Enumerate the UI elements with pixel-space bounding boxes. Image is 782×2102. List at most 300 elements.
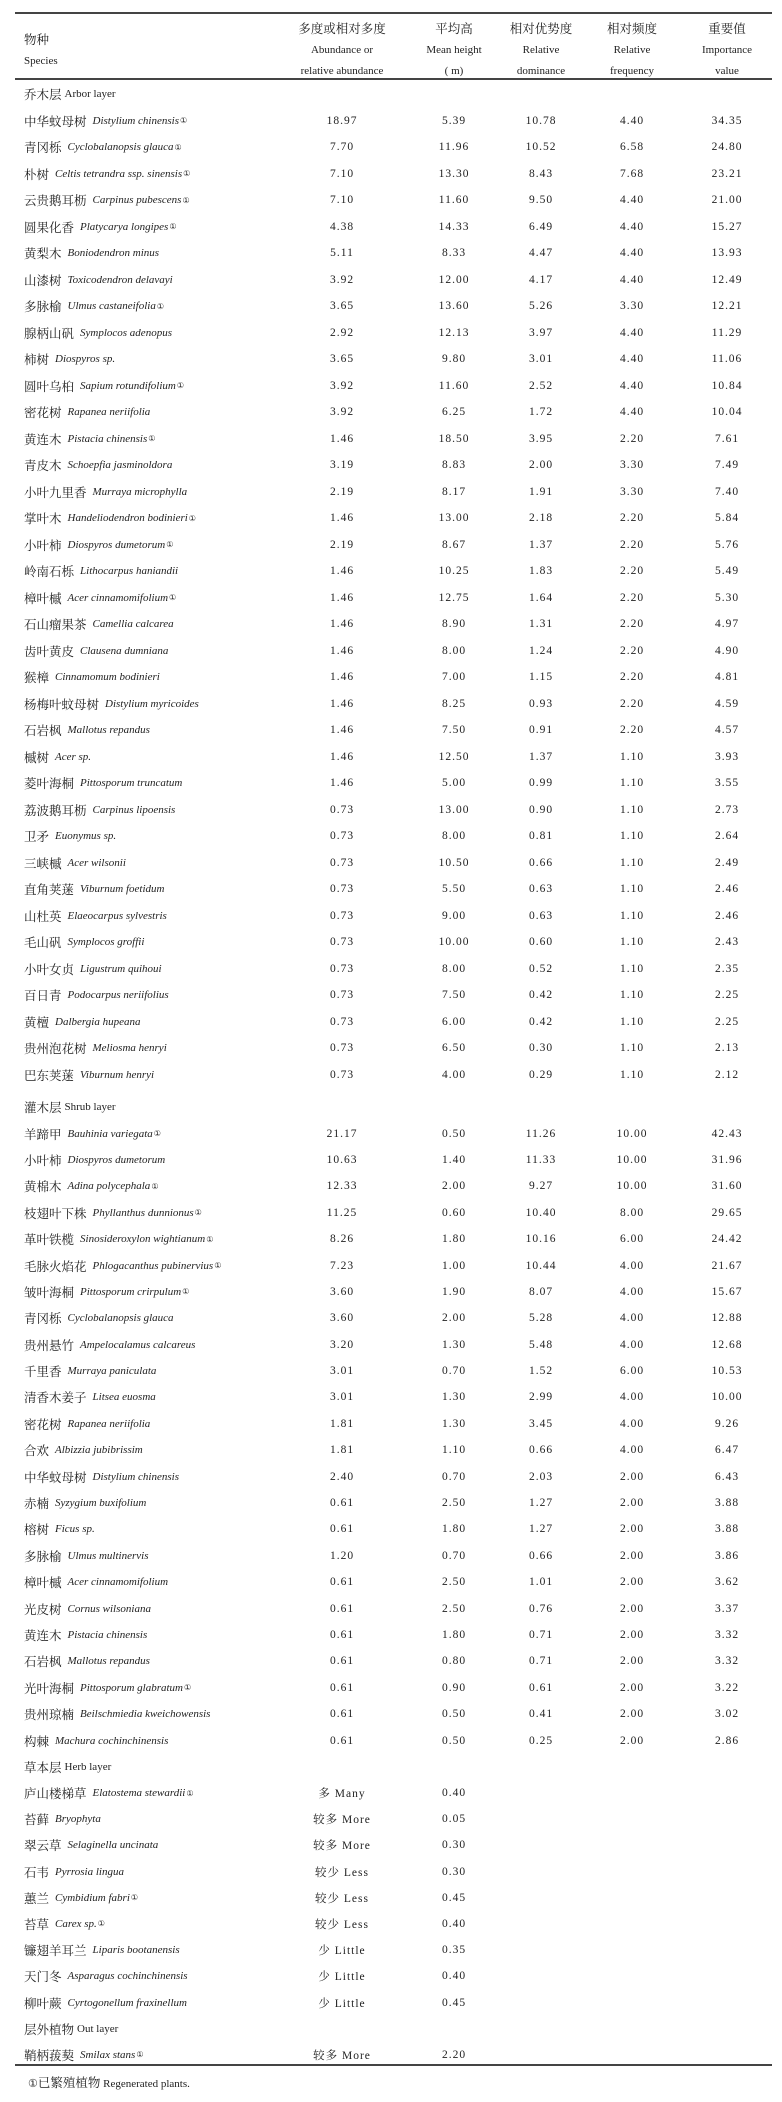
- abundance-cell: 0.61: [329, 1629, 355, 1641]
- species-cell: [24, 558, 178, 585]
- abundance-cell: 12.33: [326, 1180, 358, 1193]
- footnote-mark: ①: [28, 2078, 38, 2090]
- abundance-cell: 2.40: [329, 1470, 355, 1483]
- abundance-cell: 0.61: [329, 1708, 355, 1721]
- species-cell: [24, 850, 126, 877]
- height-cell: 6.25: [441, 406, 467, 419]
- dominance-cell: 0.61: [528, 1681, 554, 1694]
- regenerated-mark: ①: [214, 1261, 222, 1271]
- importance-cell: 23.21: [711, 167, 743, 180]
- importance-cell: 4.90: [714, 644, 740, 657]
- table-row: [0, 1727, 782, 1753]
- abundance-cell: 较多 More: [313, 1814, 371, 1827]
- species-latin-name: Symplocos adenopus: [80, 326, 172, 339]
- importance-cell: 21.00: [711, 194, 743, 207]
- importance-cell: 4.57: [714, 724, 740, 737]
- dominance-cell: 0.66: [528, 1549, 554, 1562]
- table-row: [0, 1200, 782, 1226]
- footnote-cn: 已繁殖植物: [37, 2076, 101, 2090]
- regenerated-mark: ①: [179, 116, 188, 126]
- importance-cell: 2.13: [714, 1042, 740, 1055]
- header-height-en1: Mean height: [426, 44, 482, 56]
- dominance-cell: 0.81: [528, 830, 554, 843]
- table-row: [0, 1120, 782, 1146]
- table-row: [0, 1147, 782, 1173]
- species-cell: [24, 134, 182, 161]
- frequency-cell: 4.00: [619, 1312, 645, 1325]
- species-cell: [24, 876, 164, 903]
- layer-label-en: Shrub layer: [64, 1101, 116, 1114]
- table-row: [0, 1490, 782, 1516]
- height-cell: 0.50: [441, 1127, 467, 1140]
- species-latin-name: Elaeocarpus sylvestris: [67, 909, 167, 922]
- layer-label: [24, 2016, 118, 2042]
- frequency-cell: 4.00: [619, 1285, 645, 1298]
- frequency-cell: 4.00: [619, 1391, 645, 1404]
- species-latin-name: Syzygium buxifolium: [55, 1497, 147, 1510]
- table-body: [0, 81, 782, 2068]
- height-cell: 1.10: [441, 1444, 467, 1457]
- frequency-cell: 2.00: [619, 1655, 645, 1668]
- header-frequency-en1: Relative: [613, 44, 651, 56]
- dominance-cell: 1.52: [528, 1365, 554, 1378]
- species-chinese-name: 石岩枫: [24, 724, 62, 739]
- abundance-cell: 1.81: [329, 1444, 355, 1457]
- importance-cell: 10.84: [711, 379, 743, 392]
- bottom-rule: [15, 2064, 772, 2066]
- abundance-cell: 2.19: [329, 538, 355, 551]
- dominance-cell: 1.91: [528, 485, 554, 498]
- frequency-cell: 3.30: [619, 485, 645, 498]
- height-cell: 10.50: [438, 856, 470, 869]
- species-cell: [24, 1305, 174, 1331]
- species-latin-name: Murraya microphylla: [92, 485, 188, 498]
- abundance-cell: 0.73: [329, 909, 355, 922]
- species-latin-name: Liparis bootanensis: [92, 1944, 180, 1957]
- table-row: [0, 1437, 782, 1463]
- species-latin-name: Distylium chinensis: [92, 114, 179, 127]
- height-cell: 2.50: [441, 1602, 467, 1615]
- species-latin-name: Acer sp.: [55, 750, 92, 763]
- abundance-cell: 0.61: [329, 1576, 355, 1589]
- abundance-cell: 2.92: [329, 326, 355, 339]
- regenerated-mark: ①: [156, 301, 164, 311]
- abundance-cell: 1.46: [329, 671, 355, 684]
- height-cell: 12.75: [438, 591, 470, 604]
- species-cell: [24, 320, 172, 347]
- importance-cell: 2.43: [714, 936, 740, 949]
- species-cell: [24, 1989, 187, 2015]
- dominance-cell: 10.16: [525, 1233, 557, 1246]
- species-latin-name: Selaginella uncinata: [67, 1839, 159, 1852]
- dominance-cell: 1.64: [528, 591, 554, 604]
- dominance-cell: 0.71: [528, 1629, 554, 1641]
- species-chinese-name: 樟叶槭: [24, 591, 62, 606]
- header-importance: [686, 14, 768, 79]
- species-cell: [24, 1035, 167, 1062]
- table-row: [0, 1859, 782, 1885]
- frequency-cell: 1.10: [619, 856, 645, 869]
- frequency-cell: 1.10: [619, 1042, 645, 1055]
- dominance-cell: 10.78: [525, 114, 557, 127]
- height-cell: 1.90: [441, 1285, 467, 1298]
- species-latin-name: Ulmus castaneifolia: [67, 300, 156, 313]
- abundance-cell: 1.46: [329, 565, 355, 578]
- species-cell: [24, 770, 182, 797]
- dominance-cell: 0.60: [528, 936, 554, 949]
- species-cell: [24, 161, 190, 188]
- table-row: [0, 373, 782, 400]
- height-cell: 0.40: [441, 1917, 467, 1930]
- abundance-cell: 0.73: [329, 1015, 355, 1028]
- abundance-cell: 0.61: [329, 1681, 355, 1694]
- species-chinese-name: 山漆树: [24, 273, 62, 288]
- species-cell: [24, 797, 175, 824]
- species-latin-name: Smilax stans: [80, 2048, 136, 2061]
- species-chinese-name: 中华蚊母树: [24, 1470, 87, 1485]
- dominance-cell: 1.27: [528, 1497, 554, 1510]
- height-cell: 13.30: [438, 167, 470, 180]
- species-cell: [24, 638, 168, 665]
- abundance-cell: 多 Many: [318, 1788, 366, 1801]
- header-abundance-en2: relative abundance: [300, 65, 384, 77]
- species-cell: [24, 1806, 101, 1832]
- species-chinese-name: 榕树: [24, 1523, 50, 1538]
- species-latin-name: Litsea euosma: [92, 1391, 156, 1404]
- importance-cell: 3.62: [714, 1576, 740, 1589]
- height-cell: 0.70: [441, 1365, 467, 1378]
- frequency-cell: 2.00: [619, 1576, 645, 1589]
- frequency-cell: 6.00: [619, 1233, 645, 1246]
- species-cell: [24, 1543, 149, 1569]
- species-latin-name: Diospyros sp.: [55, 353, 116, 366]
- species-latin-name: Ficus sp.: [55, 1523, 95, 1536]
- height-cell: 0.30: [441, 1865, 467, 1878]
- frequency-cell: 1.10: [619, 989, 645, 1002]
- table-row: [0, 399, 782, 426]
- species-cell: [24, 903, 167, 930]
- frequency-cell: 1.10: [619, 1015, 645, 1028]
- species-latin-name: Cyclobalanopsis glauca: [67, 141, 174, 154]
- species-cell: [24, 982, 169, 1009]
- dominance-cell: 5.26: [528, 300, 554, 313]
- header-abundance: [280, 14, 404, 79]
- importance-cell: 4.81: [714, 671, 740, 684]
- height-cell: 2.50: [441, 1497, 467, 1510]
- frequency-cell: 4.00: [619, 1259, 645, 1272]
- importance-cell: 24.80: [711, 141, 743, 154]
- height-cell: 8.25: [441, 697, 467, 710]
- abundance-cell: 7.70: [329, 141, 355, 154]
- header-frequency-cn: 相对频度: [606, 22, 657, 36]
- abundance-cell: 3.20: [329, 1338, 355, 1351]
- species-cell: [24, 956, 162, 983]
- dominance-cell: 0.99: [528, 777, 554, 790]
- height-cell: 9.00: [441, 909, 467, 922]
- dominance-cell: 0.66: [528, 1444, 554, 1457]
- importance-cell: 7.61: [714, 432, 740, 445]
- importance-cell: 5.49: [714, 565, 740, 578]
- frequency-cell: 2.00: [619, 1629, 645, 1641]
- dominance-cell: 0.63: [528, 883, 554, 896]
- abundance-cell: 18.97: [326, 114, 358, 127]
- table-row: [0, 479, 782, 506]
- frequency-cell: 3.30: [619, 300, 645, 313]
- species-chinese-name: 苔草: [24, 1917, 50, 1932]
- height-cell: 0.50: [441, 1734, 467, 1747]
- species-chinese-name: 齿叶黄皮: [24, 644, 75, 659]
- importance-cell: 13.93: [711, 247, 743, 260]
- table-row: [0, 293, 782, 320]
- abundance-cell: 0.73: [329, 803, 355, 816]
- species-latin-name: Boniodendron minus: [67, 247, 160, 260]
- header-height-en2: ( m): [444, 65, 464, 77]
- table-row: [0, 134, 782, 161]
- height-cell: 12.50: [438, 750, 470, 763]
- species-chinese-name: 岭南石栎: [24, 565, 75, 580]
- importance-cell: 3.93: [714, 750, 740, 763]
- dominance-cell: 9.27: [528, 1180, 554, 1193]
- species-latin-name: Clausena dumniana: [80, 644, 169, 657]
- abundance-cell: 少 Little: [318, 1971, 366, 1984]
- species-latin-name: Ulmus multinervis: [67, 1549, 149, 1562]
- species-chinese-name: 荔波鹅耳枥: [24, 803, 87, 818]
- importance-cell: 2.64: [714, 830, 740, 843]
- regenerated-mark: ①: [169, 222, 177, 232]
- abundance-cell: 3.92: [329, 406, 355, 419]
- height-cell: 2.50: [441, 1576, 467, 1589]
- species-chinese-name: 黄梨木: [24, 247, 62, 262]
- layer-label-en: Herb layer: [64, 1760, 112, 1773]
- species-latin-name: Toxicodendron delavayi: [67, 273, 173, 286]
- species-cell: [24, 1675, 191, 1701]
- height-cell: 5.50: [441, 883, 467, 896]
- abundance-cell: 0.61: [329, 1602, 355, 1615]
- table-row: [0, 850, 782, 877]
- species-latin-name: Pistacia chinensis: [67, 1629, 148, 1641]
- species-chinese-name: 小叶柿: [24, 1153, 62, 1168]
- importance-cell: 21.67: [711, 1259, 743, 1272]
- species-latin-name: Distylium chinensis: [92, 1470, 179, 1483]
- species-chinese-name: 蕙兰: [24, 1891, 50, 1906]
- species-chinese-name: 天门冬: [24, 1970, 62, 1985]
- height-cell: 7.50: [441, 989, 467, 1002]
- header-height: [404, 14, 504, 79]
- table-row: [0, 1701, 782, 1727]
- species-chinese-name: 石岩枫: [24, 1655, 62, 1670]
- abundance-cell: 1.46: [329, 644, 355, 657]
- abundance-cell: 3.92: [329, 273, 355, 286]
- abundance-cell: 3.92: [329, 379, 355, 392]
- frequency-cell: 2.20: [619, 565, 645, 578]
- species-cell: [24, 664, 160, 691]
- species-latin-name: Cymbidium fabri: [55, 1891, 130, 1904]
- header-abundance-cn: 多度或相对多度: [298, 22, 386, 36]
- height-cell: 0.40: [441, 1787, 467, 1800]
- frequency-cell: 2.20: [619, 697, 645, 710]
- dominance-cell: 10.44: [525, 1259, 557, 1272]
- height-cell: 11.60: [438, 379, 470, 392]
- species-chinese-name: 庐山楼梯草: [24, 1787, 87, 1802]
- frequency-cell: 1.10: [619, 1068, 645, 1081]
- header-species-en: Species: [24, 55, 58, 67]
- frequency-cell: 1.10: [619, 777, 645, 790]
- importance-cell: 31.96: [711, 1153, 743, 1166]
- importance-cell: 3.37: [714, 1602, 740, 1615]
- height-cell: 0.45: [441, 1891, 467, 1904]
- species-latin-name: Pyrrosia lingua: [55, 1865, 124, 1878]
- dominance-cell: 1.37: [528, 750, 554, 763]
- table-row: [0, 1989, 782, 2015]
- frequency-cell: 4.40: [619, 194, 645, 207]
- species-chinese-name: 苔藓: [24, 1813, 50, 1828]
- importance-cell: 3.88: [714, 1497, 740, 1510]
- frequency-cell: 4.40: [619, 406, 645, 419]
- table-row: [0, 1173, 782, 1199]
- layer-label-cn: 灌木层: [24, 1101, 62, 1116]
- species-cell: [24, 373, 184, 400]
- frequency-cell: 4.00: [619, 1417, 645, 1430]
- table-row: [0, 1516, 782, 1542]
- frequency-cell: 4.40: [619, 273, 645, 286]
- species-chinese-name: 小叶九里香: [24, 485, 87, 500]
- header-abundance-en1: Abundance or: [310, 44, 373, 56]
- height-cell: 8.67: [441, 538, 467, 551]
- table-row: [0, 1279, 782, 1305]
- species-latin-name: Celtis tetrandra ssp. sinensis: [55, 167, 183, 180]
- abundance-cell: 较少 Less: [315, 1918, 369, 1931]
- dominance-cell: 2.00: [528, 459, 554, 472]
- importance-cell: 2.46: [714, 883, 740, 896]
- importance-cell: 2.25: [714, 1015, 740, 1028]
- species-latin-name: Albizzia jubibrissim: [55, 1444, 143, 1457]
- regenerated-mark: ①: [183, 169, 191, 179]
- height-cell: 1.80: [441, 1233, 467, 1246]
- importance-cell: 31.60: [711, 1180, 743, 1193]
- species-chinese-name: 密花树: [24, 406, 62, 421]
- frequency-cell: 4.00: [619, 1444, 645, 1457]
- regenerated-mark: ①: [176, 381, 185, 391]
- species-cell: [24, 346, 115, 373]
- table-row: [0, 823, 782, 850]
- species-latin-name: Pittosporum crirpulum: [80, 1285, 182, 1298]
- table-row: [0, 320, 782, 347]
- species-cell: [24, 426, 155, 453]
- dominance-cell: 1.24: [528, 644, 554, 657]
- table-row: [0, 346, 782, 373]
- abundance-cell: 较少 Less: [315, 1866, 369, 1879]
- height-cell: 0.35: [441, 1944, 467, 1957]
- importance-cell: 3.86: [714, 1549, 740, 1562]
- importance-cell: 10.00: [711, 1391, 743, 1404]
- frequency-cell: 3.30: [619, 459, 645, 472]
- importance-cell: 2.25: [714, 989, 740, 1002]
- regenerated-mark: ①: [174, 142, 182, 152]
- height-cell: 0.60: [441, 1206, 467, 1219]
- dominance-cell: 3.45: [528, 1417, 554, 1430]
- abundance-cell: 0.73: [329, 1068, 355, 1081]
- layer-label: [24, 1754, 111, 1780]
- dominance-cell: 4.17: [528, 273, 554, 286]
- abundance-cell: 0.61: [329, 1734, 355, 1747]
- dominance-cell: 2.18: [528, 512, 554, 525]
- header-frequency-en2: frequency: [610, 65, 654, 77]
- species-chinese-name: 猴樟: [24, 671, 50, 686]
- species-chinese-name: 柳叶蕨: [24, 1996, 62, 2011]
- frequency-cell: 1.10: [619, 936, 645, 949]
- dominance-cell: 5.48: [528, 1338, 554, 1351]
- header-dominance: [504, 14, 578, 79]
- height-cell: 1.30: [441, 1417, 467, 1430]
- frequency-cell: 2.20: [619, 724, 645, 737]
- species-cell: [24, 1252, 221, 1278]
- species-cell: [24, 1701, 210, 1727]
- header-importance-en1: Importance: [701, 44, 753, 56]
- dominance-cell: 1.31: [528, 618, 554, 631]
- species-chinese-name: 贵州悬竹: [24, 1338, 75, 1353]
- abundance-cell: 0.61: [329, 1523, 355, 1536]
- dominance-cell: 8.43: [528, 167, 554, 180]
- importance-cell: 2.12: [714, 1068, 740, 1081]
- importance-cell: 5.84: [714, 512, 740, 525]
- table-row: [0, 426, 782, 453]
- species-latin-name: Cinnamomum bodinieri: [55, 671, 160, 684]
- regenerated-mark: ①: [151, 1181, 159, 1191]
- species-latin-name: Distylium myricoides: [105, 697, 199, 710]
- layer-heading: [0, 1094, 782, 1120]
- dominance-cell: 1.15: [528, 671, 554, 684]
- species-cell: [24, 1226, 213, 1252]
- importance-cell: 12.49: [711, 273, 743, 286]
- species-latin-name: Diospyros dumetorum: [67, 1153, 166, 1166]
- regenerated-mark: ①: [182, 1287, 190, 1297]
- species-latin-name: Mallotus repandus: [67, 1655, 150, 1668]
- abundance-cell: 少 Little: [318, 1945, 366, 1958]
- header-importance-cn: 重要值: [708, 22, 746, 36]
- dominance-cell: 0.66: [528, 856, 554, 869]
- height-cell: 10.25: [438, 565, 470, 578]
- species-cell: [24, 1885, 138, 1911]
- dominance-cell: 1.27: [528, 1523, 554, 1536]
- species-chinese-name: 圆果化香: [24, 220, 75, 235]
- table-row: [0, 452, 782, 479]
- height-cell: 8.83: [441, 459, 467, 472]
- footnote-en: Regenerated plants.: [103, 2078, 190, 2090]
- height-cell: 12.13: [438, 326, 470, 339]
- importance-cell: 2.35: [714, 962, 740, 975]
- importance-cell: 3.32: [714, 1629, 740, 1641]
- species-chinese-name: 山杜英: [24, 909, 62, 924]
- layer-label-en: Arbor layer: [64, 88, 116, 101]
- importance-cell: 42.43: [711, 1127, 743, 1140]
- header-species-cn: 物种: [24, 33, 50, 47]
- layer-heading: [0, 1754, 782, 1780]
- dominance-cell: 1.01: [528, 1576, 554, 1589]
- dominance-cell: 0.29: [528, 1068, 554, 1081]
- table-row: [0, 797, 782, 824]
- species-chinese-name: 菱叶海桐: [24, 777, 75, 792]
- species-cell: [24, 1859, 124, 1885]
- dominance-cell: 0.93: [528, 697, 554, 710]
- frequency-cell: 4.00: [619, 1338, 645, 1351]
- importance-cell: 11.29: [711, 326, 743, 339]
- importance-cell: 6.43: [714, 1470, 740, 1483]
- table-row: [0, 611, 782, 638]
- species-cell: [24, 744, 91, 771]
- frequency-cell: 6.58: [619, 141, 645, 154]
- abundance-cell: 0.73: [329, 883, 355, 896]
- dominance-cell: 3.01: [528, 353, 554, 366]
